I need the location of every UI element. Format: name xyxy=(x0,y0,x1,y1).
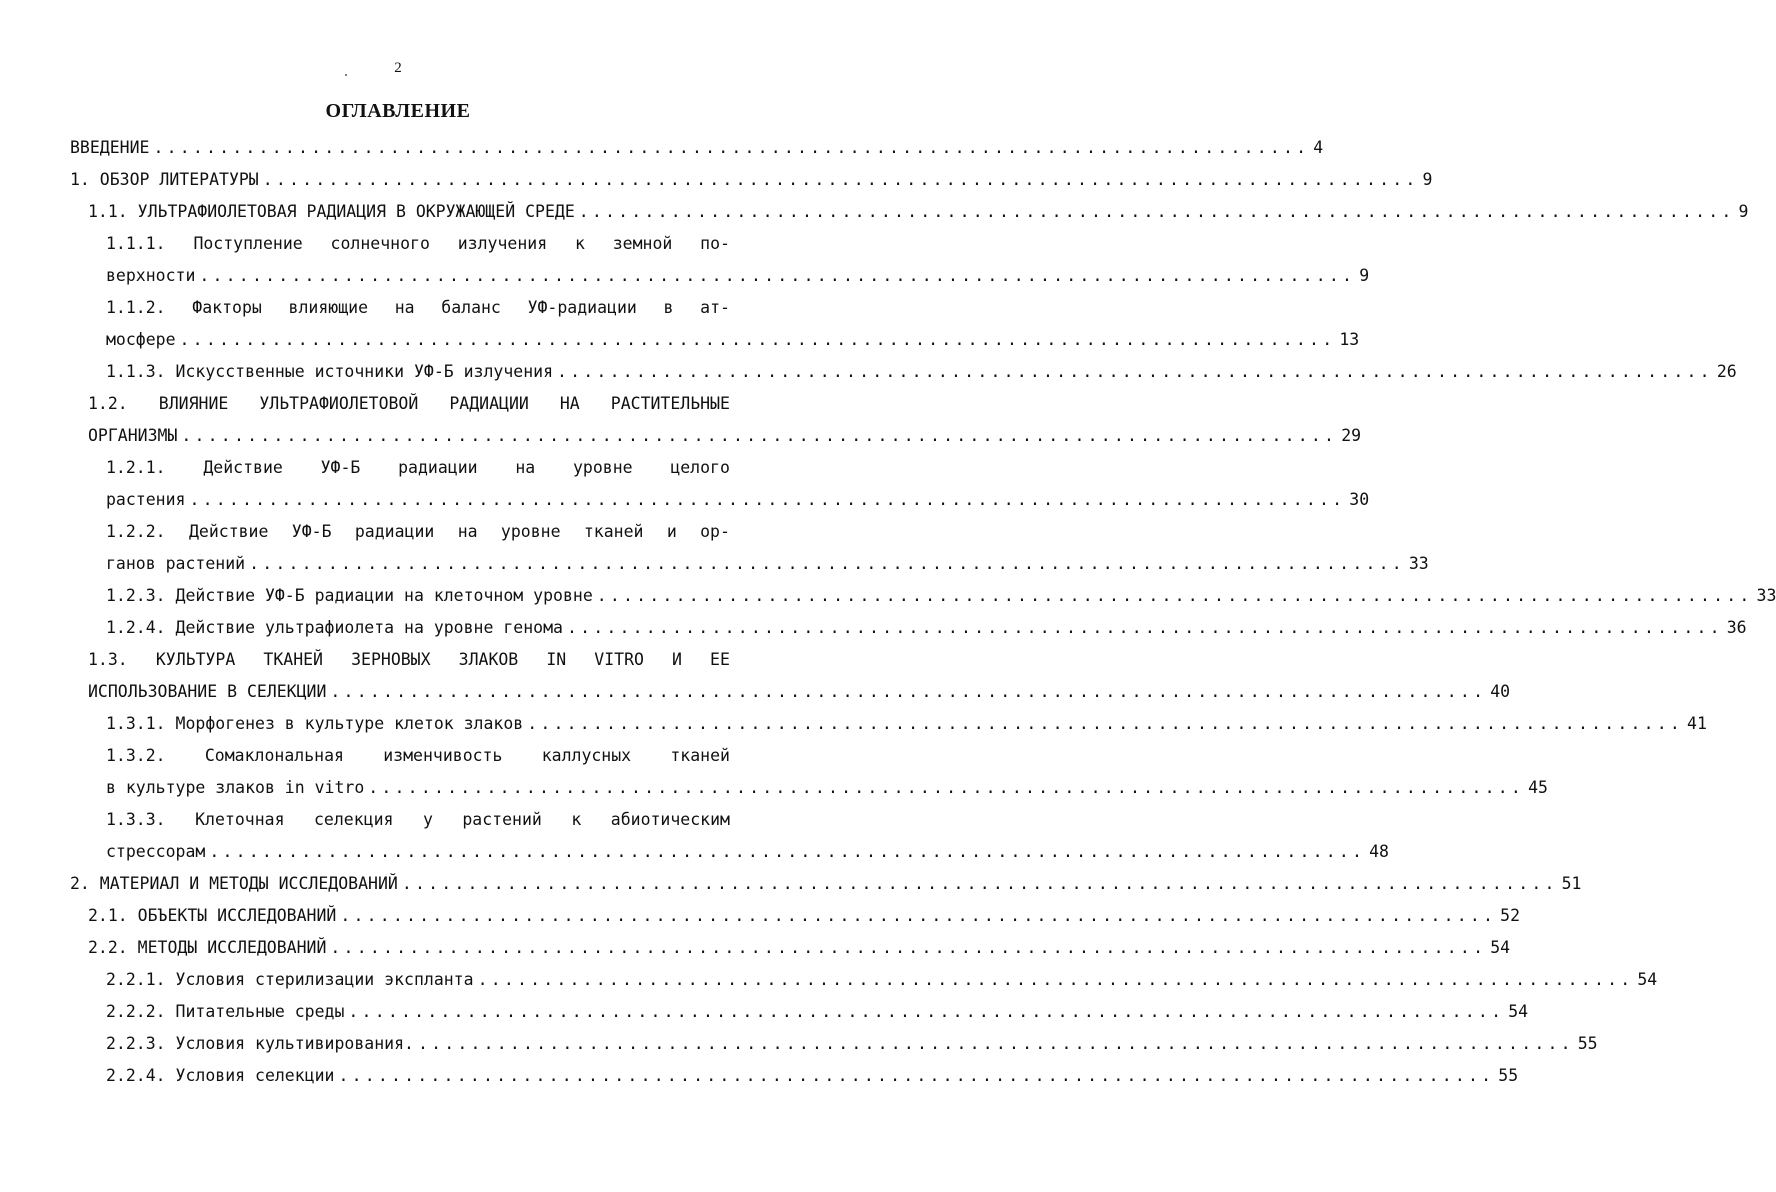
toc-page-number: 54 xyxy=(1508,1002,1529,1021)
toc-entry[interactable]: 2. МАТЕРИАЛ И МЕТОДЫ ИССЛЕДОВАНИЙ ........................................................................................ 51 xyxy=(70,868,730,900)
dot-leader: ........................................................................................ xyxy=(566,618,1723,637)
toc-entry[interactable]: 1. ОБЗОР ЛИТЕРАТУРЫ ........................................................................................ 9 xyxy=(70,164,730,196)
page-title: ОГЛАВЛЕНИЕ xyxy=(325,100,471,122)
toc-entry[interactable]: 2.2.2. Питательные среды ........................................................................................ 54 xyxy=(106,996,730,1028)
toc-entry[interactable]: ганов растений ........................................................................................ 33 xyxy=(106,548,730,580)
dot-leader: ........................................................................................ xyxy=(596,586,1753,605)
toc-page-number: 48 xyxy=(1369,842,1389,861)
toc-entry[interactable]: 2.2.3. Условия культивирования. ........................................................................................ 55 xyxy=(106,1028,730,1060)
toc-entry[interactable]: 2.2.4. Условия селекции ........................................................................................ 55 xyxy=(106,1060,730,1092)
toc-page-number: 36 xyxy=(1726,618,1747,637)
dot-leader: ........................................................................................ xyxy=(199,266,1356,285)
toc-entry[interactable]: мосфере ........................................................................................ 13 xyxy=(106,324,730,356)
toc-entry[interactable]: 1.1. УЛЬТРАФИОЛЕТОВАЯ РАДИАЦИЯ В ОКРУЖАЮЩЕЙ СРЕДЕ ........................................................................................ 9 xyxy=(88,196,730,228)
toc-page-number: 54 xyxy=(1637,970,1658,989)
toc-entry[interactable]: 1.2.4. Действие ультрафиолета на уровне генома ........................................................................................ 36 xyxy=(106,612,730,644)
toc-entry[interactable]: 2.2.1. Условия стерилизации экспланта ........................................................................................ 54 xyxy=(106,964,730,996)
toc-entry[interactable]: стрессорам ........................................................................................ 48 xyxy=(106,836,730,868)
dot-leader: ........................................................................................ xyxy=(578,202,1735,221)
toc-entry[interactable]: верхности ........................................................................................ 9 xyxy=(106,260,730,292)
dot-leader: ........................................................................................ xyxy=(179,330,1336,349)
toc-page-number: 9 xyxy=(1738,202,1749,221)
dot-leader: ........................................................................................ xyxy=(330,682,1487,701)
toc-page-number: 29 xyxy=(1341,426,1362,445)
toc-entry[interactable]: ОРГАНИЗМЫ ........................................................................................ 29 xyxy=(88,420,730,452)
toc-entry-line: 1.1.1. Поступление солнечного излучения к земной по- xyxy=(106,234,730,253)
dot-leader: ........................................................................................ xyxy=(330,938,1487,957)
toc-page-number: 45 xyxy=(1528,778,1548,797)
dot-leader: ........................................................................................ xyxy=(181,426,1338,445)
toc-entry-line: 1.2.1. Действие УФ-Б радиации на уровне целого xyxy=(106,458,730,477)
toc-entry-line: 1.2. ВЛИЯНИЕ УЛЬТРАФИОЛЕТОВОЙ РАДИАЦИИ НА РАСТИТЕЛЬНЫЕ xyxy=(88,394,730,413)
toc-entry-line: 1.2.2. Действие УФ-Б радиации на уровне тканей и ор- xyxy=(106,522,730,541)
dot-leader: ........................................................................................ xyxy=(153,138,1310,157)
toc-page-number: 55 xyxy=(1577,1034,1598,1053)
toc-entry[interactable]: ВВЕДЕНИЕ ........................................................................................ 4 xyxy=(70,132,730,164)
dot-leader: ........................................................................................ xyxy=(417,1034,1574,1053)
dot-leader: ........................................................................................ xyxy=(477,970,1634,989)
dot-leader: ........................................................................................ xyxy=(368,778,1525,797)
toc-entry[interactable]: в культуре злаков in vitro ........................................................................................ 45 xyxy=(106,772,730,804)
toc-entry[interactable]: 2.2. МЕТОДЫ ИССЛЕДОВАНИЙ ........................................................................................ 54 xyxy=(88,932,730,964)
toc-page-number: 33 xyxy=(1408,554,1429,573)
toc-entry[interactable]: 1.3.1. Морфогенез в культуре клеток злаков ........................................................................................ 41 xyxy=(106,708,730,740)
dot-leader: ........................................................................................ xyxy=(209,842,1366,861)
toc-entry[interactable]: растения ........................................................................................ 30 xyxy=(106,484,730,516)
dot-leader: ........................................................................................ xyxy=(262,170,1419,189)
toc-page-number: 54 xyxy=(1490,938,1511,957)
dot-leader: ........................................................................................ xyxy=(557,362,1713,381)
toc-page-number: 9 xyxy=(1422,170,1433,189)
dot-leader: ........................................................................................ xyxy=(401,874,1558,893)
toc-entry[interactable]: 1.2.3. Действие УФ-Б радиации на клеточном уровне ........................................................................................ 33 xyxy=(106,580,730,612)
dot-leader: ........................................................................................ xyxy=(340,906,1497,925)
dot-leader: ........................................................................................ xyxy=(249,554,1405,573)
toc-page-number: 9 xyxy=(1359,266,1370,285)
toc-entry[interactable]: ИСПОЛЬЗОВАНИЕ В СЕЛЕКЦИИ ........................................................................................ 40 xyxy=(88,676,730,708)
toc-page-number: 51 xyxy=(1561,874,1582,893)
dot-leader: ........................................................................................ xyxy=(189,490,1346,509)
toc-page-number: 52 xyxy=(1500,906,1521,925)
toc-page-number: 13 xyxy=(1339,330,1360,349)
toc-page-number: 4 xyxy=(1313,138,1324,157)
toc-page-number: 26 xyxy=(1716,362,1737,381)
toc-entry-line: 1.3. КУЛЬТУРА ТКАНЕЙ ЗЕРНОВЫХ ЗЛАКОВ IN VITRO И ЕЕ xyxy=(88,650,730,669)
toc-page-number: 33 xyxy=(1756,586,1776,605)
toc-page-number: 40 xyxy=(1490,682,1511,701)
toc-page-number: 41 xyxy=(1687,714,1707,733)
dot-leader: ........................................................................................ xyxy=(348,1002,1505,1021)
dot-leader: ........................................................................................ xyxy=(527,714,1684,733)
page-number: 2 xyxy=(394,60,402,76)
toc-entry-line: 1.3.2. Сомаклональная изменчивость каллусных тканей xyxy=(106,746,730,765)
toc-page-number: 30 xyxy=(1349,490,1370,509)
dot-leader: ........................................................................................ xyxy=(338,1066,1495,1085)
toc-entry[interactable]: 2.1. ОБЪЕКТЫ ИССЛЕДОВАНИЙ ........................................................................................ 52 xyxy=(88,900,730,932)
toc-entry[interactable]: 1.1.3. Искусственные источники УФ-Б излучения ........................................................................................ 26 xyxy=(106,356,730,388)
toc-entry-line: 1.1.2. Факторы влияющие на баланс УФ-радиации в ат- xyxy=(106,298,730,317)
toc-entry-line: 1.3.3. Клеточная селекция у растений к абиотическим xyxy=(106,810,730,829)
toc-page-number: 55 xyxy=(1498,1066,1519,1085)
